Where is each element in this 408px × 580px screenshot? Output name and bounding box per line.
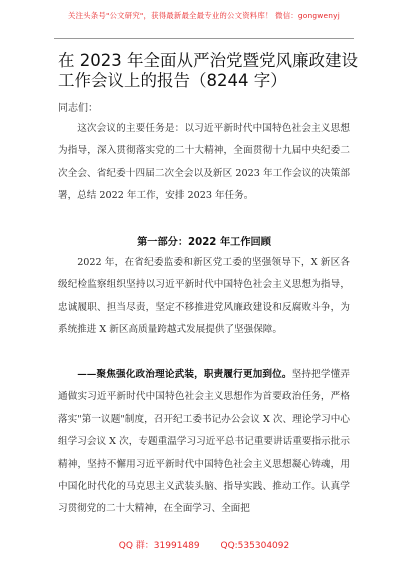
- point-1-body: 坚持把学懂弄通做实习近平新时代中国特色社会主义思想作为首要政治任务，严格落实"第一议题"制度，召开纪工委书记办公会议 X 次、理论学习中心组学习会议 X 次，专题重温学习习近平总书记重要讲话重要指示批示精神，坚持不懈用习近平新时代中国特色社会主义思想凝心铸魂，用中国化时代化的马克思主义武装头脑、指导实践、推动工作。认真学习贯彻党的二十大精神，在全面学习、全面把: [58, 369, 351, 515]
- header-banner-text: 关注头条号"公文研究"，获得最新最全最专业的公文资料库！ 微信：gongwenyj: [68, 10, 340, 20]
- header-banner: [0, 0, 408, 30]
- point-1-paragraph: [58, 364, 350, 521]
- document-title: 在 2023 年全面从严治党暨党风廉政建设工作会议上的报告（8244 字）: [58, 51, 358, 90]
- header-divider: [54, 38, 354, 39]
- point-1-lead: ——聚焦强化政治理论武装，职责履行更加到位。: [77, 369, 292, 380]
- intro-paragraph: 这次会议的主要任务是：以习近平新时代中国特色社会主义思想为指导，深入贯彻落实党的二十大精神，全面贯彻十九届中央纪委二次全会、省纪委十四届二次全会以及新区 2023 年工作会议的决策部署，总结 2022 年工作，安排 2023 年任务。: [58, 123, 350, 202]
- footer-qq-contact: QQ:535304092: [220, 541, 290, 551]
- section-heading: 第一部分：2022 年工作回顾: [137, 237, 271, 248]
- footer-qq-group: QQ 群：31991489: [118, 541, 200, 551]
- greeting: 同志们：: [58, 103, 98, 114]
- review-paragraph: 2022 年，在省纪委监委和新区党工委的坚强领导下，X 新区各级纪检监察组织坚持以习近平新时代中国特色社会主义思想为指导，忠诚履职、担当尽责，坚定不移推进党风廉政建设和反腐败斗争，为系统推进 X 新区高质量跨越式发展提供了坚强保障。: [58, 257, 350, 336]
- footer: [0, 538, 408, 551]
